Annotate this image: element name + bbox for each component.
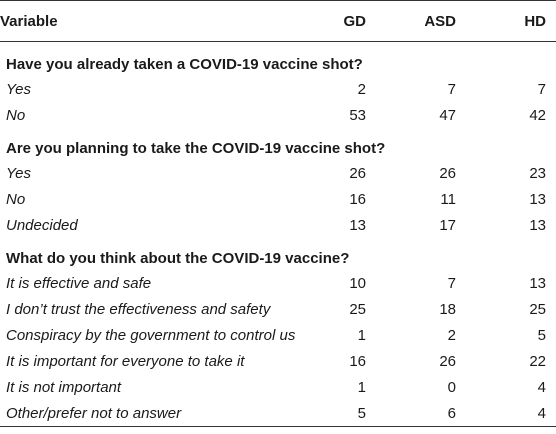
table-row xyxy=(0,348,556,374)
row-label: It is important for everyone to take it xyxy=(6,352,245,370)
row-label: It is effective and safe xyxy=(6,274,152,292)
cell-asd: 11 xyxy=(440,190,456,208)
cell-hd: 7 xyxy=(537,80,546,98)
section-heading-row xyxy=(0,42,556,77)
section-heading: What do you think about the COVID-19 vaccine? xyxy=(6,250,350,267)
cell-gd: 1 xyxy=(357,326,366,344)
cell-hd: 13 xyxy=(529,274,546,292)
cell-gd: 25 xyxy=(349,300,366,318)
row-label: Conspiracy by the government to control us xyxy=(6,326,296,344)
cell-gd: 2 xyxy=(357,80,366,98)
section-heading-row xyxy=(0,238,556,270)
cell-gd: 1 xyxy=(357,378,366,396)
cell-hd: 5 xyxy=(537,326,546,344)
table-row xyxy=(0,102,556,128)
cell-hd: 22 xyxy=(529,352,546,370)
table-body xyxy=(0,42,556,427)
section-heading: Have you already taken a COVID-19 vaccine shot? xyxy=(6,56,363,73)
cell-gd: 16 xyxy=(349,352,366,370)
cell-asd: 17 xyxy=(439,216,456,234)
table-row xyxy=(0,322,556,348)
row-label: Other/prefer not to answer xyxy=(0,400,300,427)
cell-asd: 26 xyxy=(439,352,456,370)
cell-gd: 5 xyxy=(300,400,384,427)
cell-hd: 23 xyxy=(529,164,546,182)
row-label: No xyxy=(6,106,26,124)
cell-gd: 26 xyxy=(349,164,366,182)
row-label: Yes xyxy=(6,164,32,182)
cell-hd: 4 xyxy=(474,400,556,427)
cell-asd: 2 xyxy=(447,326,456,344)
section-heading: Are you planning to take the COVID-19 vaccine shot? xyxy=(6,140,386,157)
cell-asd: 6 xyxy=(384,400,474,427)
cell-asd: 47 xyxy=(439,106,456,124)
table-row xyxy=(0,76,556,102)
cell-hd: 13 xyxy=(529,190,546,208)
cell-hd: 42 xyxy=(529,106,546,124)
table-row xyxy=(0,400,556,427)
column-header-variable: Variable xyxy=(0,1,300,42)
cell-asd: 7 xyxy=(447,274,456,292)
row-label: Undecided xyxy=(6,216,78,234)
table-row xyxy=(0,270,556,296)
row-label: I don’t trust the effectiveness and safety xyxy=(6,300,271,318)
cell-hd: 4 xyxy=(537,378,546,396)
column-header-gd: GD xyxy=(300,1,384,42)
cell-asd: 18 xyxy=(439,300,456,318)
column-header-hd: HD xyxy=(474,1,556,42)
cell-hd: 25 xyxy=(529,300,546,318)
column-header-asd: ASD xyxy=(384,1,474,42)
table-row xyxy=(0,374,556,400)
table-row xyxy=(0,186,556,212)
cell-gd: 16 xyxy=(349,190,366,208)
cell-hd: 13 xyxy=(529,216,546,234)
row-label: No xyxy=(6,190,26,208)
cell-asd: 7 xyxy=(447,80,456,98)
cell-asd: 0 xyxy=(447,378,456,396)
section-heading-row xyxy=(0,128,556,160)
cell-gd: 53 xyxy=(349,106,366,124)
row-label: It is not important xyxy=(6,378,122,396)
cell-gd: 10 xyxy=(349,274,366,292)
row-label: Yes xyxy=(6,80,32,98)
table-row xyxy=(0,160,556,186)
table-header-row xyxy=(0,1,556,42)
table-row xyxy=(0,212,556,238)
cell-asd: 26 xyxy=(439,164,456,182)
table-row xyxy=(0,296,556,322)
cell-gd: 13 xyxy=(349,216,366,234)
